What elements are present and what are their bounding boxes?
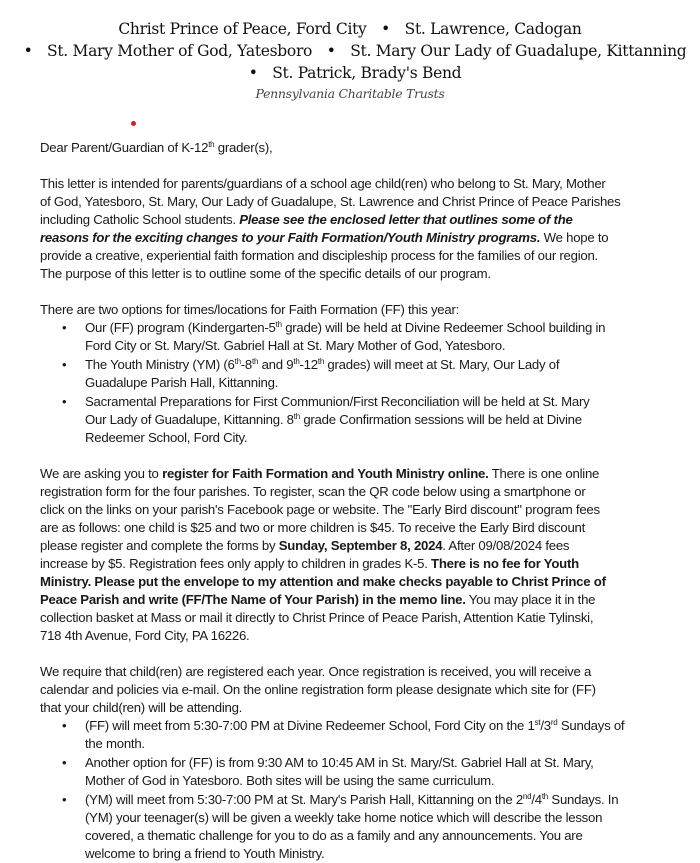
registration-paragraph: We are asking you to register for Faith Formation and Youth Ministry online. There is one online registration form for the four parishes. To register, scan the QR code below using a smartphone or click on the links on your parish's Facebook page or website. The "Early Bird discount" program fees are as follows: one child is $25 and two or more children is $45. To receive the Early Bird discount please register and complete the forms by Sunday, September 8, 2024. After 09/08/2024 fees increase by $5. Registration fees only apply to children in grades K-5. There is no fee for Youth Ministry. Please put the envelope to my attention and make checks payable to Christ Prince of Peace Parish and write (FF/The Name of Your Parish) in the memo line. You may place it in the collection basket at Mass or mail it directly to Christ Prince of Peace Parish, Attention Katie Tylinski, 718 4th Avenue, Ford City, PA 16226. (40, 465, 680, 645)
schedule-section: We require that child(ren) are registered each year. Once registration is received, you will receive a calendar and policies via e-mail. On the online registration form please designate which site for (FF) that your child(ren) will be attending. • (FF) will meet from 5:30-7:00 PM at Divine Redeemer School, Ford City on the 1st/3rd Sundays of the month. • Another option for (FF) is from 9:30 AM to 10:45 AM in St. Mary/St. Gabriel Hall at St. Mary, Mother of God in Yatesboro. Both sites will be using the same curriculum. • (YM) will meet from 5:30-7:00 PM at St. Mary's Parish Hall, Kittanning on the 2nd/4th Sundays. In (YM) your teenager(s) will be given a weekly take home notice which will describe the lesson covered, a thematic challenge for you to do as a family and any announcements. You are welcome to bring a friend to Youth Ministry. (40, 663, 680, 863)
intro-paragraph: This letter is intended for parents/guardians of a school age child(ren) who belong to St. Mary, Mother of God, Yatesboro, St. Mary, Our Lady of Guadalupe, St. Lawrence and Christ Prince of Peace Parishes including Catholic School students. Please see the enclosed letter that outlines some of the reasons for the exciting changes to your Faith Formation/Youth Ministry programs. We hope to provide a creative, experiential faith formation and discipleship process for the families of our region. The purpose of this letter is to outline some of the specific details of our program. (40, 176, 621, 281)
options-section: There are two options for times/locations for Faith Formation (FF) this year: • Our (FF) program (Kindergarten-5th grade) will be held at Divine Redeemer School building in Ford City or St. Mary/St. Gabriel Hall at St. Mary Mother of God, Yatesboro. • The Youth Ministry (YM) (6th-8th and 9th-12th grades) will meet at St. Mary, Our Lady of Guadalupe Parish Hall, Kittanning. • Sacramental Preparations for First Communion/First Reconciliation will be held at St. Mary Our Lady of Guadalupe, Kittanning. 8th grade Confirmation sessions will be held at Divine Redeemer School, Ford City. (40, 301, 680, 447)
salutation: Dear Parent/Guardian of K-12th grader(s), (40, 140, 273, 155)
parish-st-patrick: St. Patrick, Brady's Bend (272, 64, 462, 82)
list-item: • (YM) will meet from 5:30-7:00 PM at St. Mary's Parish Hall, Kittanning on the 2nd/4th Sundays. In (YM) your teenager(s) will be given a weekly take home notice which will describe the lesson covered, a thematic challenge for you to do as a family and any announcements. You are welcome to bring a friend to Youth Ministry. (40, 791, 680, 863)
letter-body (40, 139, 680, 863)
bullet-separator: • (248, 64, 258, 82)
schedule-list (40, 717, 680, 863)
red-dot-mark (131, 121, 136, 126)
bullet-separator: • (326, 42, 336, 60)
letterhead-line-3 (0, 62, 700, 84)
options-list (40, 319, 680, 447)
letterhead-line-2 (0, 40, 700, 62)
letterhead-subtitle: Pennsylvania Charitable Trusts (255, 86, 445, 101)
parish-st-lawrence: St. Lawrence, Cadogan (404, 20, 582, 38)
letterhead (0, 18, 700, 104)
early-bird-deadline: Sunday, September 8, 2024 (278, 538, 443, 553)
bullet-separator: • (23, 42, 33, 60)
enclosed-letter-emphasis: Please see the enclosed letter that outlines some of the (239, 212, 573, 227)
bullet-separator: • (381, 20, 390, 38)
list-item: • Another option for (FF) is from 9:30 AM to 10:45 AM in St. Mary/St. Gabriel Hall at St. Mary, Mother of God in Yatesboro. Both sites will be using the same curriculum. (40, 754, 680, 790)
parish-st-mary-guadalupe: St. Mary Our Lady of Guadalupe, Kittanning (350, 42, 687, 60)
enclosed-letter-emphasis: reasons for the exciting changes to your Faith Formation/Youth Ministry programs. (40, 230, 541, 245)
parish-st-mary-mother-of-god: St. Mary Mother of God, Yatesboro (47, 42, 313, 60)
list-item: • Sacramental Preparations for First Communion/First Reconciliation will be held at St. Mary Our Lady of Guadalupe, Kittanning. 8th grade Confirmation sessions will be held at Divine Redeemer School, Ford City. (40, 393, 680, 447)
parish-christ-prince-of-peace: Christ Prince of Peace, Ford City (118, 20, 367, 38)
list-item: • Our (FF) program (Kindergarten-5th grade) will be held at Divine Redeemer School building in Ford City or St. Mary/St. Gabriel Hall at St. Mary Mother of God, Yatesboro. (40, 319, 680, 355)
list-item: • (FF) will meet from 5:30-7:00 PM at Divine Redeemer School, Ford City on the 1st/3rd Sundays of the month. (40, 717, 680, 753)
mailing-address: 718 4th Avenue, Ford City, PA 16226. (40, 628, 250, 643)
list-item: • The Youth Ministry (YM) (6th-8th and 9th-12th grades) will meet at St. Mary, Our Lady of Guadalupe Parish Hall, Kittanning. (40, 356, 680, 392)
letterhead-line-1 (0, 18, 700, 40)
